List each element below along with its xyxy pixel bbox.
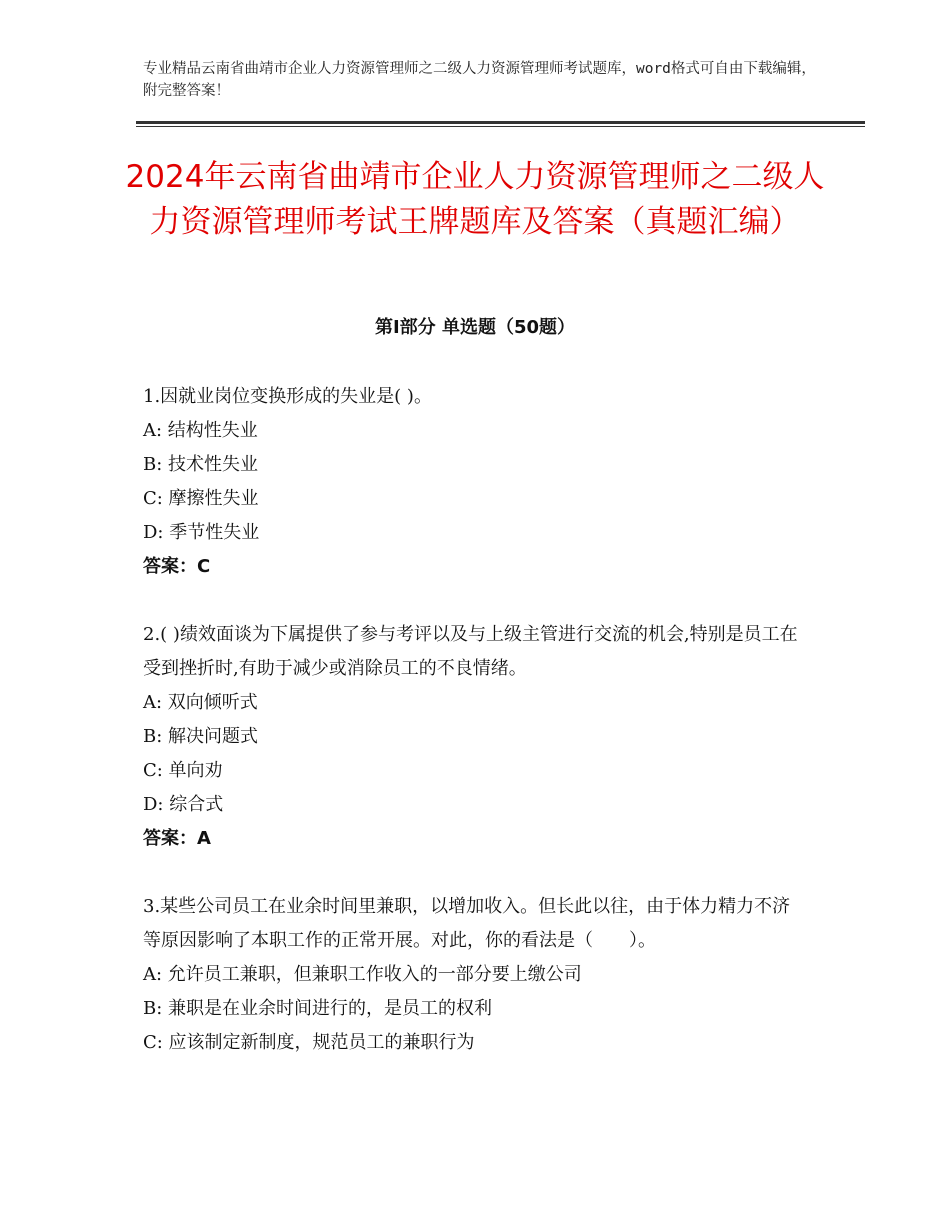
header-note: 专业精品云南省曲靖市企业人力资源管理师之二级人力资源管理师考试题库，word格式可自由下载编辑，附完整答案！ <box>143 61 816 99</box>
option-a: A: 结构性失业 <box>143 420 258 441</box>
answer-line <box>143 822 803 856</box>
option-a: A: 双向倾听式 <box>143 692 258 713</box>
option-c: C: 单向劝 <box>143 760 223 781</box>
document-title: 2024年云南省曲靖市企业人力资源管理师之二级人力资源管理师考试王牌题库及答案（真题汇编） <box>125 159 825 240</box>
answer-value: A <box>197 828 211 849</box>
option-a: A: 允许员工兼职，但兼职工作收入的一部分要上缴公司 <box>143 964 582 985</box>
question-stem: 2.( )绩效面谈为下属提供了参与考评以及与上级主管进行交流的机会,特别是员工在受到挫折时,有助于减少或消除员工的不良情绪。 <box>143 624 798 679</box>
question-stem: 1.因就业岗位变换形成的失业是( )。 <box>143 386 432 407</box>
option-c: C: 摩擦性失业 <box>143 488 259 509</box>
question-2 <box>143 618 803 856</box>
question-1 <box>143 380 803 584</box>
option-c: C: 应该制定新制度，规范员工的兼职行为 <box>143 1032 475 1053</box>
answer-value: C <box>197 556 211 577</box>
header-rule-thick <box>136 121 865 124</box>
header-rule-thin <box>136 126 865 127</box>
question-3 <box>143 890 803 1060</box>
option-b: B: 兼职是在业余时间进行的，是员工的权利 <box>143 998 493 1019</box>
option-b: B: 技术性失业 <box>143 454 259 475</box>
question-stem: 3.某些公司员工在业余时间里兼职，以增加收入。但长此以往，由于体力精力不济等原因影响了本职工作的正常开展。对此，你的看法是（ ）。 <box>143 896 791 951</box>
answer-line <box>143 550 803 584</box>
option-d: D: 季节性失业 <box>143 522 260 543</box>
question-list <box>143 380 803 1094</box>
answer-label: 答案： <box>143 828 197 849</box>
option-d: D: 综合式 <box>143 794 224 815</box>
option-b: B: 解决问题式 <box>143 726 259 747</box>
section-title: 第Ⅰ部分 单选题（50题） <box>374 317 575 338</box>
answer-label: 答案： <box>143 556 197 577</box>
